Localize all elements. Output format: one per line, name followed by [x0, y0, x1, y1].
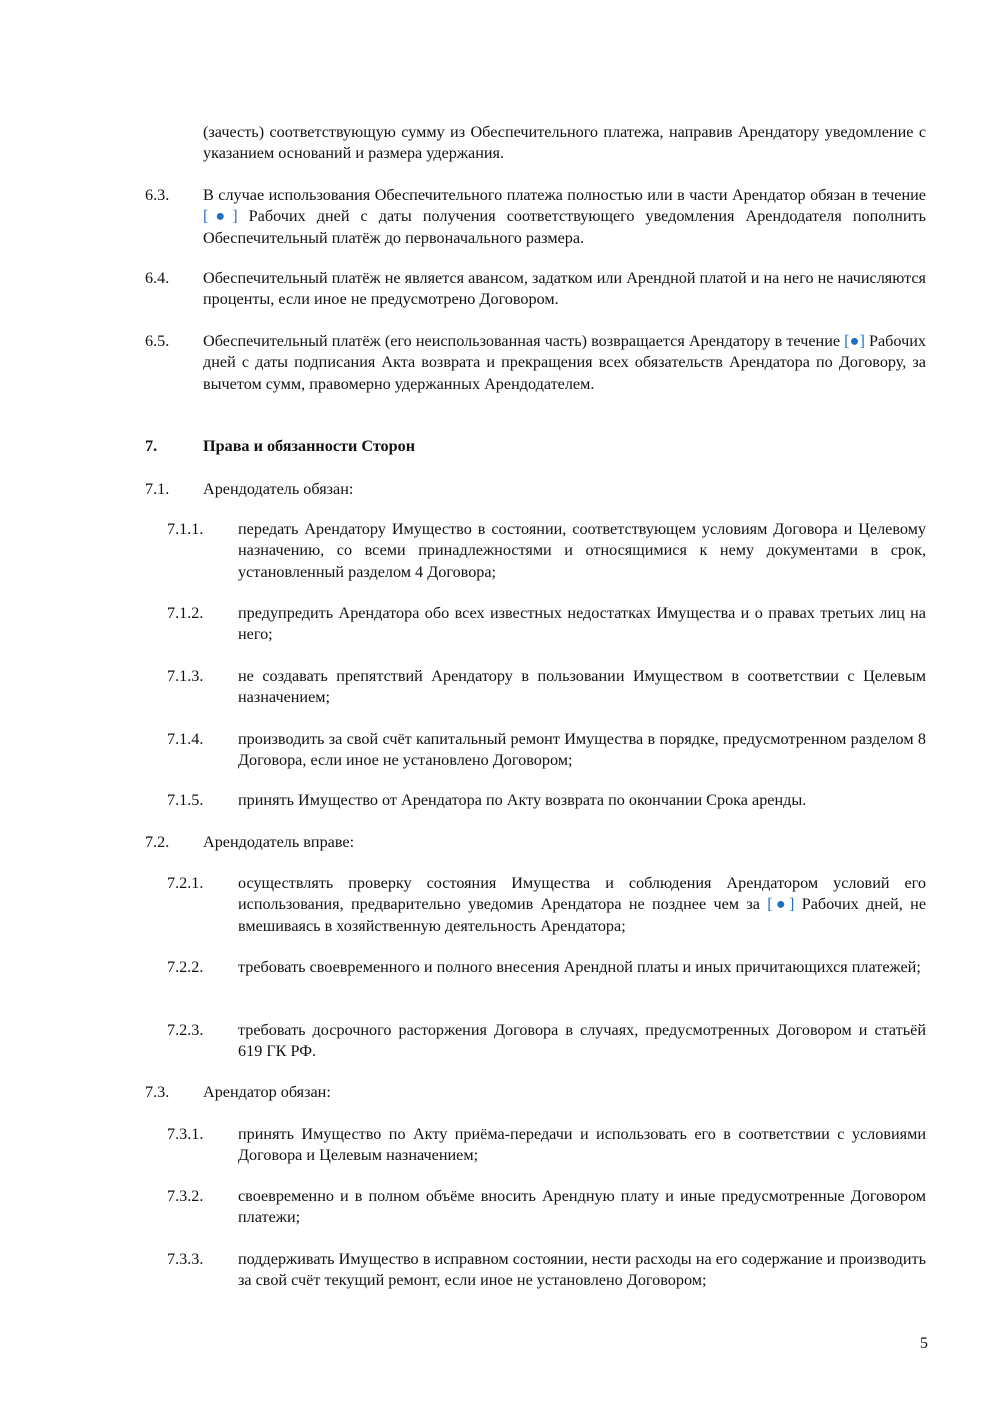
clause-number: 7.3.1. [167, 1125, 204, 1143]
clause-text [238, 666, 926, 709]
clause-number: 6.3. [145, 186, 170, 204]
clause-number: 7.2.1. [167, 874, 204, 892]
page-number: 5 [919, 1334, 928, 1352]
clause-text [203, 268, 926, 311]
clause-number: 7.2. [145, 833, 170, 851]
text-segment: принять Имущество от Арендатора по Акту возврата по окончании Срока аренды. [238, 791, 807, 809]
text-segment: Арендодатель обязан: [203, 480, 354, 498]
placeholder-marker: [●] [844, 332, 865, 350]
clause-text [238, 1124, 926, 1167]
clause-text [238, 873, 926, 937]
clause-text [238, 603, 926, 646]
clause-number: 7.2.3. [167, 1021, 204, 1039]
text-segment: Рабочих дней, не вмешиваясь в хозяйственную деятельность Арендатора; [238, 895, 927, 935]
text-segment: требовать досрочного расторжения Договора в случаях, предусмотренных Договором и статьёй 619 ГК РФ. [238, 1021, 926, 1061]
text-segment: требовать своевременного и полного внесения Арендной платы и иных причитающихся платежей; [238, 958, 921, 976]
clause-text [203, 122, 926, 165]
text-segment: Обеспечительный платёж не является авансом, задатком или Арендной платой и на него не начисляются проценты, если иное не предусмотрено Договором. [203, 269, 926, 309]
clause-number: 7.3.2. [167, 1187, 204, 1205]
clause-text [203, 331, 926, 395]
clause-text [203, 1082, 926, 1103]
clause-text [238, 1186, 926, 1229]
text-segment: Рабочих дней с даты получения соответствующего уведомления Арендодателя пополнить Обеспечительный платёж до первоначального размера. [203, 207, 927, 247]
text-segment: Арендатор обязан: [203, 1083, 331, 1101]
clause-number: 7. [145, 437, 158, 455]
clause-number: 7.1.5. [167, 791, 204, 809]
clause-text [238, 729, 926, 772]
clause-text [203, 185, 926, 249]
text-segment: принять Имущество по Акту приёма-передачи и использовать его в соответствии с условиями Договора и Целевым назначением; [238, 1125, 926, 1165]
clause-number: 7.1. [145, 480, 170, 498]
text-segment: осуществлять проверку состояния Имущества и соблюдения Арендатором условий его использования, предварительно уведомив Арендатора не позднее чем за [238, 874, 926, 914]
clause-number: 6.4. [145, 269, 170, 287]
clause-text [238, 957, 926, 978]
text-segment: производить за свой счёт капитальный ремонт Имущества в порядке, предусмотренном разделом 8 Договора, если иное не установлено Договором; [238, 730, 926, 770]
clause-text [238, 1020, 926, 1063]
clause-number: 7.2.2. [167, 958, 204, 976]
clause-text [238, 1249, 926, 1292]
text-segment: (зачесть) соответствующую сумму из Обеспечительного платежа, направив Арендатору уведомление с указанием оснований и размера удержания. [203, 123, 926, 163]
text-segment: передать Арендатору Имущество в состоянии, соответствующем условиям Договора и Целевому назначению, со всеми принадлежностями и относящимися к нему документами в срок, установленный разделом 4 Договора; [238, 520, 926, 581]
text-segment: В случае использования Обеспечительного платежа полностью или в части Арендатор обязан в течение [203, 186, 926, 204]
clause-number: 7.1.2. [167, 604, 204, 622]
clause-number: 7.1.1. [167, 520, 204, 538]
clause-number: 7.1.4. [167, 730, 204, 748]
clause-text [238, 790, 926, 811]
placeholder-marker: [●] [767, 895, 795, 914]
clause-number: 7.1.3. [167, 667, 204, 685]
text-segment: своевременно и в полном объёме вносить Арендную плату и иные предусмотренные Договором платежи; [238, 1187, 926, 1227]
text-segment: поддерживать Имущество в исправном состоянии, нести расходы на его содержание и производить за свой счёт текущий ремонт, если иное не установлено Договором; [238, 1250, 926, 1290]
clause-text [203, 832, 926, 853]
clause-number: 6.5. [145, 332, 170, 350]
text-segment: не создавать препятствий Арендатору в пользовании Имуществом в соответствии с Целевым назначением; [238, 667, 926, 707]
clause-text [238, 519, 926, 583]
clause-text [203, 479, 926, 500]
clause-number: 7.3. [145, 1083, 170, 1101]
text-segment: Рабочих дней с даты подписания Акта возврата и прекращения всех обязательств Арендатора по Договору, за вычетом сумм, правомерно удержанных Арендодателем. [203, 332, 926, 393]
text-segment: предупредить Арендатора обо всех известных недостатках Имущества и о правах третьих лиц на него; [238, 604, 926, 644]
text-segment: Обеспечительный платёж (его неиспользованная часть) возвращается Арендатору в течение [203, 332, 845, 350]
text-segment: Арендодатель вправе: [203, 833, 355, 851]
section-heading [203, 436, 926, 457]
clause-number: 7.3.3. [167, 1250, 204, 1268]
text-segment: Права и обязанности Сторон [203, 437, 416, 455]
placeholder-marker: [●] [203, 207, 238, 226]
